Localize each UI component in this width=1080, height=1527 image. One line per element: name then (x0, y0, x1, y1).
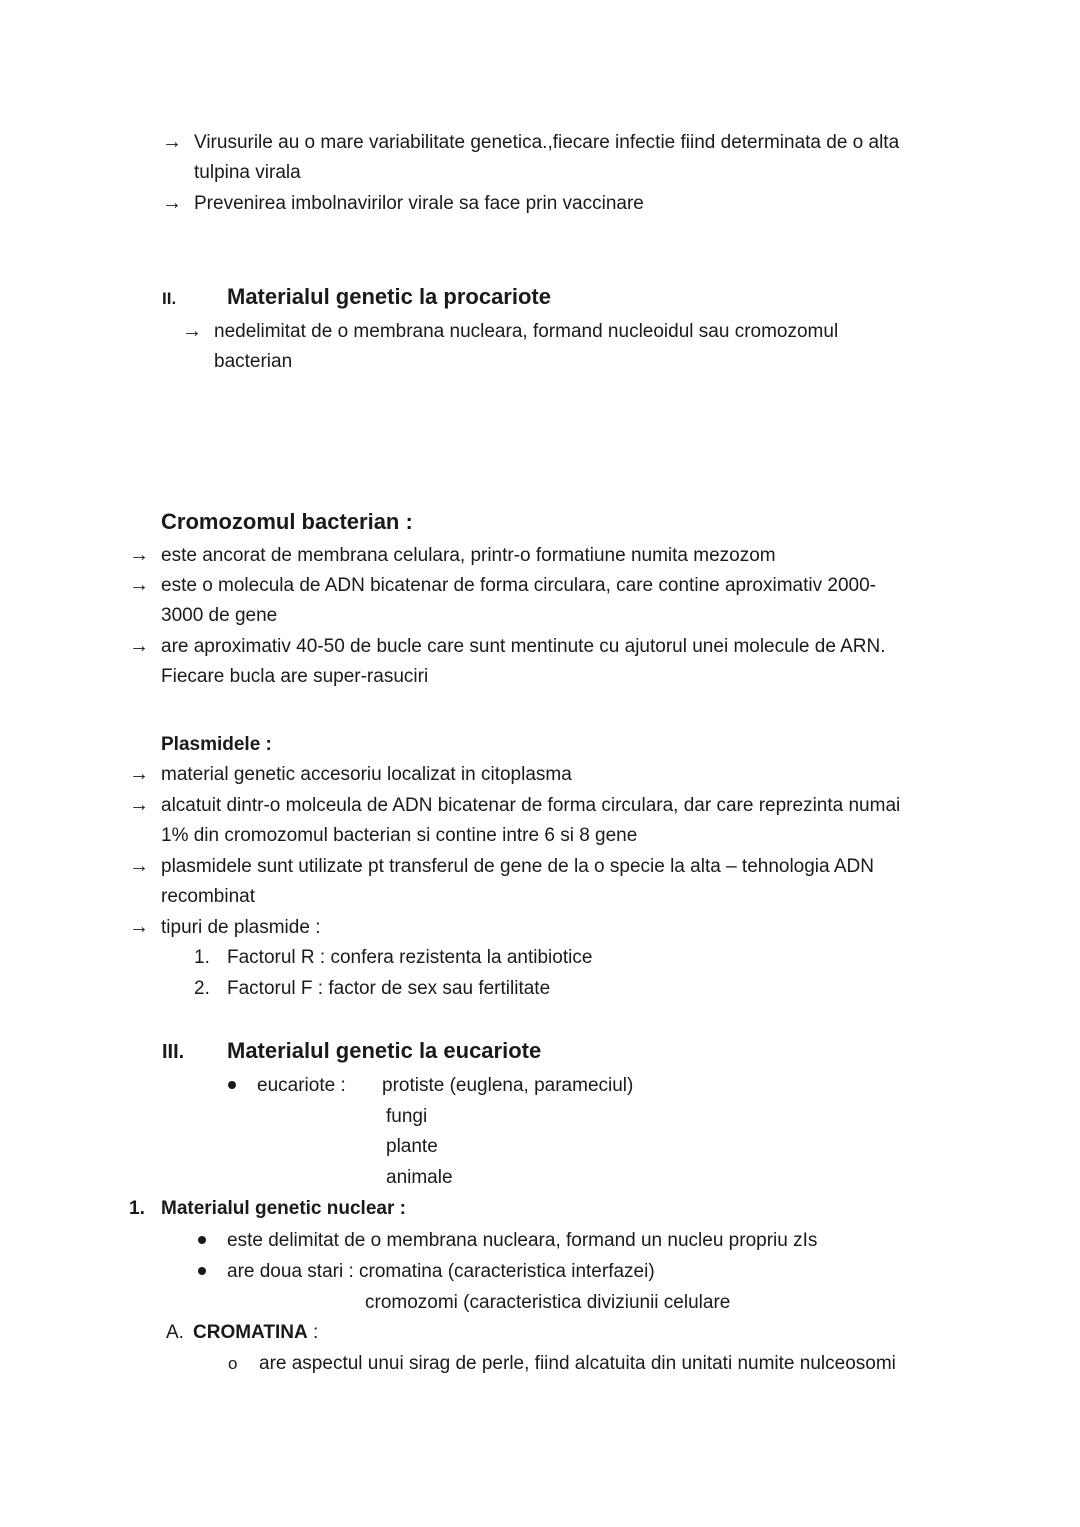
arrow-right-icon: → (162, 192, 182, 214)
plasmids-item-4: tipuri de plasmide : (161, 917, 321, 938)
plasmid-type-number: 2. (194, 978, 210, 999)
bullet-icon (198, 1236, 206, 1244)
bullet-icon (198, 1267, 206, 1275)
nuclear-heading: Materialul genetic nuclear : (161, 1198, 406, 1219)
cromatina-heading: CROMATINA (193, 1322, 308, 1343)
cromatina-colon: : (307, 1322, 319, 1343)
bacterial-chromosome-item-2-line-2: 3000 de gene (161, 605, 278, 626)
plasmid-type-text: Factorul R : confera rezistenta la antibiotice (227, 947, 593, 968)
bacterial-chromosome-item-3-line-2: Fiecare bucla are super-rasuciri (161, 666, 429, 687)
plasmids-item-3-line-2: recombinat (161, 886, 255, 907)
arrow-right-icon: → (129, 794, 149, 816)
eucariote-label: eucariote : (257, 1075, 346, 1096)
arrow-right-icon: → (129, 763, 149, 785)
plasmid-type-text: Factorul F : factor de sex sau fertilitate (227, 978, 551, 999)
section-3-title: Materialul genetic la eucariote (227, 1038, 542, 1063)
virus-note-1-line-1: Virusurile au o mare variabilitate genetica.,fiecare infectie fiind determinata de o alta (194, 132, 900, 153)
bacterial-chromosome-item-1: este ancorat de membrana celulara, printr-o formatiune numita mezozom (161, 545, 776, 566)
nuclear-number: 1. (129, 1198, 145, 1219)
bullet-icon (228, 1081, 236, 1089)
arrow-right-icon: → (129, 544, 149, 566)
cromatina-item: are aspectul unui sirag de perle, fiind alcatuita din unitati numite nulceosomi (259, 1353, 896, 1374)
arrow-right-icon: → (129, 855, 149, 877)
bacterial-chromosome-item-3-line-1: are aproximativ 40-50 de bucle care sunt mentinute cu ajutorul unei molecule de ARN. (161, 636, 886, 657)
cromatina-heading-line (193, 1321, 318, 1345)
circle-bullet-icon: o (228, 1354, 238, 1373)
virus-note-2: Prevenirea imbolnavirilor virale sa face prin vaccinare (194, 193, 644, 214)
arrow-right-icon: → (162, 131, 182, 153)
nuclear-bullet-2-line-2: cromozomi (caracteristica diviziunii celulare (365, 1292, 731, 1313)
eucariote-group: protiste (euglena, parameciul) (382, 1075, 634, 1096)
plasmids-item-2-line-1: alcatuit dintr-o molceula de ADN bicatenar de forma circulara, dar care reprezinta numai (161, 795, 901, 816)
section-2-item-line-2: bacterian (214, 351, 293, 372)
arrow-right-icon: → (129, 574, 149, 596)
nuclear-bullet-2: are doua stari : cromatina (caracteristica interfazei) (227, 1261, 655, 1282)
subsection-letter: A. (166, 1322, 184, 1343)
section-2-title: Materialul genetic la procariote (227, 284, 551, 309)
plasmids-item-1: material genetic accesoriu localizat in citoplasma (161, 764, 572, 785)
eucariote-group: animale (386, 1167, 453, 1188)
section-2-item-line-1: nedelimitat de o membrana nucleara, formand nucleoidul sau cromozomul (214, 321, 839, 342)
plasmids-item-2-line-2: 1% din cromozomul bacterian si contine intre 6 si 8 gene (161, 825, 638, 846)
bacterial-chromosome-heading: Cromozomul bacterian : (161, 509, 413, 534)
arrow-right-icon: → (129, 635, 149, 657)
arrow-right-icon: → (129, 916, 149, 938)
plasmids-item-3-line-1: plasmidele sunt utilizate pt transferul de gene de la o specie la alta – tehnologia ADN (161, 856, 874, 877)
eucariote-group: fungi (386, 1106, 428, 1127)
arrow-right-icon: → (182, 320, 202, 342)
plasmid-type-number: 1. (194, 947, 210, 968)
nuclear-bullet-1: este delimitat de o membrana nucleara, formand un nucleu propriu zIs (227, 1230, 818, 1251)
section-3-numeral: III. (162, 1041, 185, 1063)
bacterial-chromosome-item-2-line-1: este o molecula de ADN bicatenar de forma circulara, care contine aproximativ 2000- (161, 575, 876, 596)
section-2-numeral: II. (162, 289, 177, 308)
eucariote-group: plante (386, 1136, 438, 1157)
plasmids-heading: Plasmidele : (161, 734, 272, 755)
virus-note-1-line-2: tulpina virala (194, 162, 301, 183)
